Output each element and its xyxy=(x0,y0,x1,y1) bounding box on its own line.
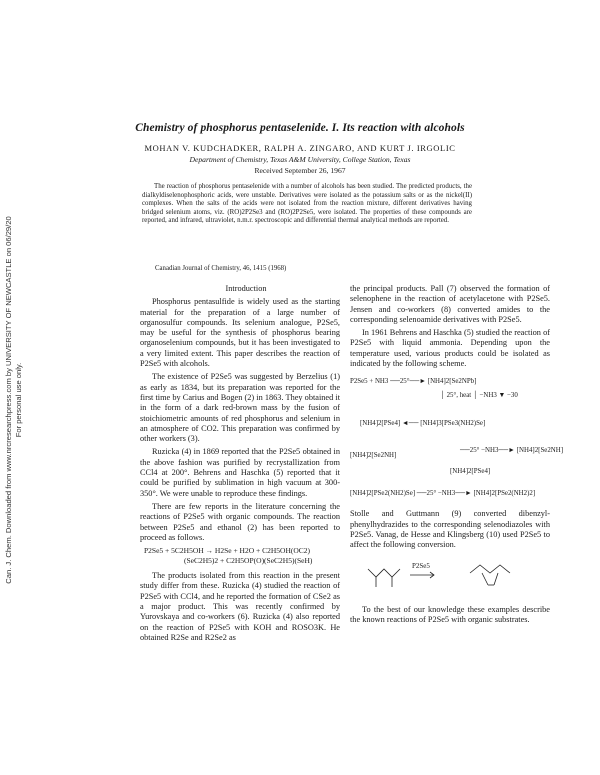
right-column xyxy=(350,284,564,628)
journal-citation: Canadian Journal of Chemistry, 46, 1415 (1968) xyxy=(155,265,287,272)
paragraph: The products isolated from this reaction in the present study differ from these. Ruzicka (4) studied the reaction of P2Se5 with CCl4, and he reported the formation of CSe2 as a major product. This was recently confirmed by Yurovskaya and co-workers (6). Ruzicka (4) also reported on the reaction of P2Se5 with KOH and ROSO3K. He obtained R2Se and R2Se2 as xyxy=(140,571,340,642)
scheme-line: ──25° −NH3──► [NH4]2[Se2NH] xyxy=(460,447,564,455)
scheme-line: │ 25°, heat │ −NH3 ▼ −30 xyxy=(440,392,518,400)
paragraph: To the best of our knowledge these examples describe the known reactions of P2Se5 with organic substrates. xyxy=(350,604,550,624)
scheme-line: P2Se5 + NH3 ──25°──► [NH4]2[Se2NPb] xyxy=(350,378,477,386)
third-scheme xyxy=(350,485,550,503)
paragraph: the principal products. Pall (7) observed the formation of selenophene in the reaction of acetylacetone with P2Se5. Jensen and co-workers (8) converted amides to the corresponding selenoamide derivatives with P2Se5. xyxy=(350,284,550,324)
reagent-label: P2Se5 xyxy=(412,561,430,570)
ring-bond xyxy=(494,573,498,585)
scheme-line: [NH4]2[PSe4] ◄── [NH4]3[PSe3(NH2)Se] xyxy=(360,420,486,428)
equation-line: P2Se5 + 5C2H5OH → H2Se + H2O + C2H5OH(OC2) xyxy=(144,546,311,556)
reaction-equation xyxy=(144,546,340,566)
personal-use-notice: For personal use only. xyxy=(14,362,23,438)
paper-title: Chemistry of phosphorus pentaselenide. I. Its reaction with alcohols xyxy=(135,122,465,134)
received-date: Received September 26, 1967 xyxy=(254,166,346,175)
download-sidebar xyxy=(4,170,30,630)
paragraph: In 1961 Behrens and Haschka (5) studied the reaction of P2Se5 with liquid ammonia. Depending upon the temperature used, various products could be isolated as indicated by the following scheme. xyxy=(350,328,550,369)
paragraph: The existence of P2Se5 was suggested by Berzelius (1) as early as 1834, but its preparation was reported for the first time by Carius and Bogen (2) in 1863. They obtained it in the form of a dark red-brown mass by the fusion of stoichiometric amounts of red phosphorus and selenium in an atmosphere of CO2. This preparation was confirmed by other workers (3). xyxy=(140,372,340,444)
paragraph: Ruzicka (4) in 1869 reported that the P2Se5 obtained in the above fashion was purified by recrystallization from CCl4 at 200°. Behrens and Haschka (5) reported that it could be purified by sublimation in high vacuum at 300-350°. We were unable to reproduce these findings. xyxy=(140,447,340,498)
paper-authors: MOHAN V. KUDCHADKER, RALPH A. ZINGARO, AND KURT J. IRGOLIC xyxy=(144,143,456,153)
scheme-line: [NH4]2[PSe2(NH2)Se] ──25° −NH3──► [NH4]2[PSe2(NH2)2] xyxy=(350,490,536,498)
paragraph: Stolle and Guttmann (9) converted dibenzyl-phenylhydrazides to the corresponding selenodiazoles with P2Se5. Vanag, de Hesse and Klingsberg (10) used P2Se5 to affect the following conversion. xyxy=(350,509,550,550)
ammonia-scheme xyxy=(350,373,550,435)
conversion-structure xyxy=(350,555,550,599)
paragraph: There are few reports in the literature concerning the reactions of P2Se5 with organic compounds. The reaction between P2Se5 and ethanol (2) has been reported to proceed as follows. xyxy=(140,501,340,542)
reactant-chain xyxy=(368,569,400,577)
structure-diagram xyxy=(350,555,550,599)
section-heading: Introduction xyxy=(225,284,267,293)
scheme-line: [NH4]2[Se2NH] xyxy=(350,452,397,460)
paragraph: Phosphorus pentasulfide is widely used as the starting material for the preparation of a large number of organosulfur compounds. Its selenium analogue, P2Se5, may be useful for the synthesis of phosphorus bearing organoselenium compounds, but it has been investigated to a very limited extent. This paper describes the reaction of P2Se5 with alcohols. xyxy=(140,297,340,369)
abstract: The reaction of phosphorus pentaselenide with a number of alcohols has been studied. The predicted products, the dialkyldiselenophosphoric acids, were unstable. Derivatives were isolated as the potassium salts or as the nickel(II) complexes. When the salts of the acids were not isolated from the reaction mixture, different derivatives having bridged selenium atoms, viz. (RO)2P2Se3 and (RO)2P2Se5, were isolated. The properties of these compounds are reported, and infrared, ultraviolet, n.m.r. spectroscopic and differential thermal analytical methods are reported. xyxy=(142,183,472,225)
left-column xyxy=(140,284,340,646)
equation-line: (SeC2H5)2 + C2H5OP(O)(SeC2H5)(SeH) xyxy=(184,556,313,566)
paper-affiliation: Department of Chemistry, Texas A&M University, College Station, Texas xyxy=(189,155,411,164)
product-chain xyxy=(470,565,510,573)
second-scheme xyxy=(350,441,564,479)
scheme-line: [NH4]2[PSe4] xyxy=(450,468,491,476)
ring-bond xyxy=(482,573,488,585)
download-notice: Can. J. Chem. Downloaded from www.nrcresearchpress.com by UNIVERSITY OF NEWCASTLE on 06/29/20 xyxy=(4,216,13,584)
